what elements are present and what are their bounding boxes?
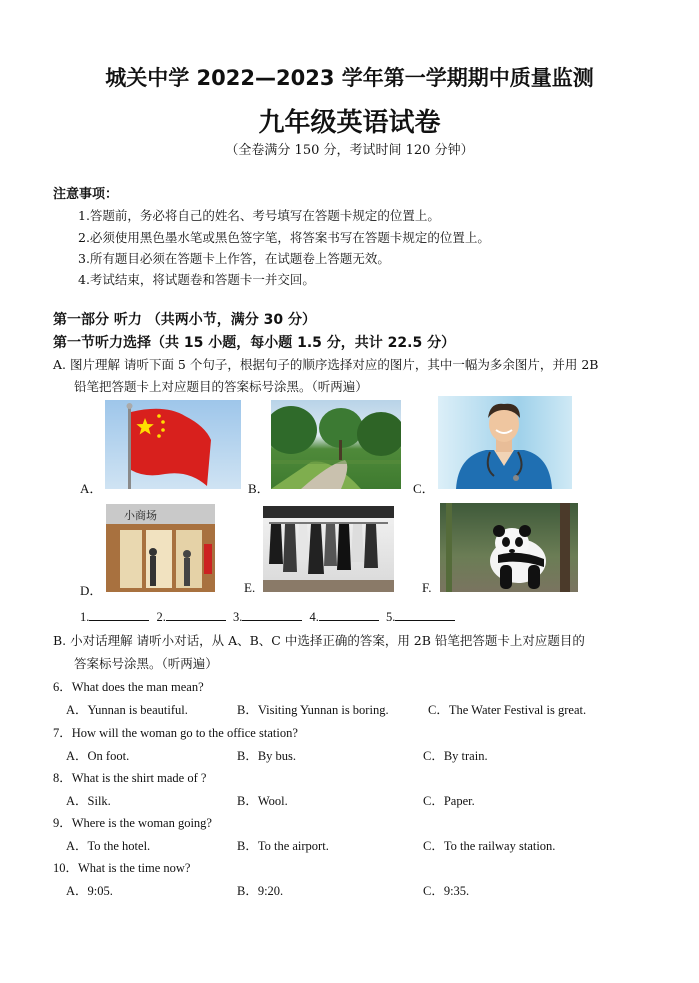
note-item: 1.答题前，务必将自己的姓名、考号填写在答题卡规定的位置上。: [78, 208, 440, 223]
option-c[interactable]: C．9:35.: [423, 884, 470, 898]
answer-blank-3[interactable]: [242, 608, 302, 621]
doctor-picture: [438, 396, 572, 489]
option-c[interactable]: C．To the railway station.: [423, 839, 556, 853]
question-text: 8．What is the shirt made of ?: [53, 771, 207, 785]
option-b[interactable]: B．To the airport.: [237, 839, 329, 853]
note-item: 3.所有题目必须在答题卡上作答，在试题卷上答题无效。: [78, 251, 390, 266]
note-item: 2.必须使用黑色墨水笔或黑色签字笔，将答案书写在答题卡规定的位置上。: [78, 230, 490, 245]
picture-label-b: B．: [248, 481, 270, 496]
clothing-rack-icon: [263, 506, 394, 592]
part-b-instruction-cont: 答案标号涂黑。（听两遍）: [74, 656, 218, 671]
option-b[interactable]: B．By bus.: [237, 749, 297, 763]
question-text: 10．What is the time now?: [53, 861, 191, 875]
panda-picture: [440, 503, 578, 592]
picture-label-a: A．: [80, 481, 103, 496]
option-b[interactable]: B．Wool.: [237, 794, 288, 808]
answer-blank-1[interactable]: [89, 608, 149, 621]
picture-label-e: E.: [244, 580, 256, 595]
clothes-picture: [263, 506, 394, 592]
chinese-flag-icon: [105, 400, 241, 489]
picture-label-c: C．: [413, 481, 435, 496]
park-picture: [271, 400, 401, 489]
panda-icon: [440, 503, 578, 592]
doctor-icon: [438, 396, 572, 489]
question-text: 7．How will the woman go to the office station?: [53, 726, 298, 740]
part-a-instruction: A. 图片理解 请听下面 5 个句子，根据句子的顺序选择对应的图片，其中一幅为多余图片，并用 2B: [53, 357, 599, 372]
part1-title: 第一部分 听力 （共两小节，满分 30 分）: [53, 312, 316, 328]
option-c[interactable]: C．Paper.: [423, 794, 475, 808]
answer-blank-2[interactable]: [166, 608, 226, 621]
question-text: 9．Where is the woman going?: [53, 816, 212, 830]
exam-info: （全卷满分 150 分，考试时间 120 分钟）: [225, 143, 474, 158]
option-a[interactable]: A．To the hotel.: [66, 839, 151, 853]
flag-picture: [105, 400, 241, 489]
option-a[interactable]: A．9:05.: [66, 884, 113, 898]
option-c[interactable]: C．By train.: [423, 749, 488, 763]
part-b-instruction: B. 小对话理解 请听小对话，从 A、B、C 中选择正确的答案，用 2B 铅笔把答题卡上对应题目的: [53, 633, 585, 648]
option-a[interactable]: A．Yunnan is beautiful.: [66, 703, 188, 717]
part-a-instruction-cont: 铅笔把答题卡上对应题目的答案标号涂黑。（听两遍）: [74, 379, 368, 394]
option-b[interactable]: B．9:20.: [237, 884, 284, 898]
park-trees-icon: [271, 400, 401, 489]
option-c[interactable]: C．The Water Festival is great.: [428, 703, 587, 717]
picture-label-d: D．: [80, 583, 103, 598]
shop-front-icon: [106, 504, 215, 592]
exam-subject-title: 九年级英语试卷: [258, 108, 441, 138]
answer-blank-5[interactable]: [395, 608, 455, 621]
answer-blank-4[interactable]: [319, 608, 379, 621]
exam-school-title: 城关中学 2022—2023 学年第一学期期中质量监测: [105, 66, 594, 90]
shop-picture: [106, 504, 215, 592]
picture-label-f: F.: [422, 580, 432, 595]
option-b[interactable]: B．Visiting Yunnan is boring.: [237, 703, 389, 717]
question-text: 6．What does the man mean?: [53, 680, 204, 694]
notes-title: 注意事项：: [53, 187, 119, 202]
answer-blanks: 1. 2. 3. 4. 5.: [80, 608, 459, 625]
option-a[interactable]: A．On foot.: [66, 749, 130, 763]
option-a[interactable]: A．Silk.: [66, 794, 111, 808]
shop-sign-text: 小商场: [124, 509, 157, 522]
section1-title: 第一节听力选择（共 15 小题，每小题 1.5 分，共计 22.5 分）: [53, 335, 456, 351]
note-item: 4.考试结束，将试题卷和答题卡一并交回。: [78, 272, 315, 287]
